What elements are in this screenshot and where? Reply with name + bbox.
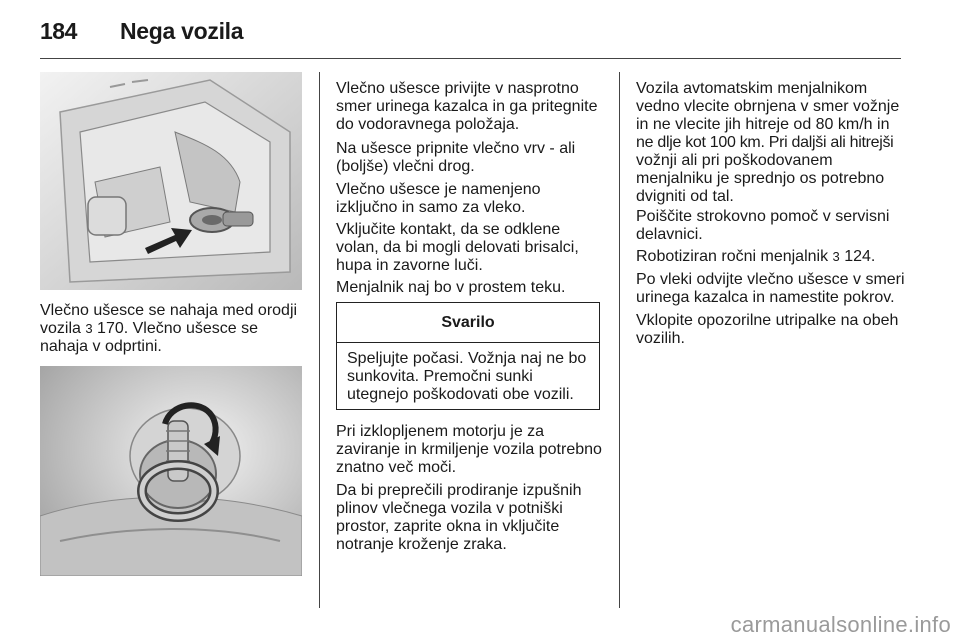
col3-paragraph-1 bbox=[636, 80, 906, 206]
text-line: Na ušesce pripnite vlečno vrv - ali bbox=[336, 140, 576, 157]
text-line: plinov vlečnega vozila v potniški bbox=[336, 500, 563, 517]
text-line: volan, da bi mogli delovati brisalci, bbox=[336, 239, 579, 256]
page-reference-arrow-icon: 3 bbox=[832, 249, 840, 264]
text-line: do vodoravnega položaja. bbox=[336, 116, 520, 133]
text-line: in ne vlecite jih hitreje od 80 km/h in bbox=[636, 116, 890, 133]
col3-paragraph-5 bbox=[636, 312, 906, 348]
page-reference-arrow-icon: 3 bbox=[85, 321, 93, 336]
col2-paragraph-5 bbox=[336, 279, 606, 297]
header-rule bbox=[40, 58, 901, 59]
text-line: Po vleki odvijte vlečno ušesce v smeri bbox=[636, 271, 905, 288]
caption-tow-eye-location bbox=[40, 302, 310, 356]
text-line: Vlečno ušesce je namenjeno bbox=[336, 181, 541, 198]
col2-paragraph-6 bbox=[336, 423, 606, 477]
text-line: sunkovita. Premočni sunki bbox=[347, 368, 533, 385]
text-line: znatno več moči. bbox=[336, 459, 457, 476]
column-divider-1 bbox=[319, 72, 320, 608]
text-line: hupa in zavorne luči. bbox=[336, 257, 483, 274]
col2-paragraph-1 bbox=[336, 80, 606, 134]
col2-paragraph-4 bbox=[336, 221, 606, 275]
text-line: dvigniti od tal. bbox=[636, 188, 734, 205]
text-line: vozilih. bbox=[636, 330, 685, 347]
col2-paragraph-3 bbox=[336, 181, 606, 217]
col3-paragraph-2 bbox=[636, 208, 906, 244]
text-line: delavnici. bbox=[636, 226, 703, 243]
text-line-end: 124. bbox=[839, 248, 876, 265]
text-line-start: Robotiziran ročni menjalnik bbox=[636, 248, 833, 265]
text-line: Da bi preprečili prodiranje izpušnih bbox=[336, 482, 582, 499]
text-line: (boljše) vlečni drog. bbox=[336, 158, 475, 175]
caption-line-3: nahaja v odprtini. bbox=[40, 338, 162, 355]
col3-paragraph-4 bbox=[636, 271, 906, 307]
page-number: 184 bbox=[40, 18, 77, 44]
text-line: prostor, zaprite okna in vključite bbox=[336, 518, 560, 535]
text-line: smer urinega kazalca in ga pritegnite bbox=[336, 98, 598, 115]
warning-box bbox=[336, 302, 600, 410]
text-line: zaviranje in krmiljenje vozila potrebno bbox=[336, 441, 602, 458]
col2-paragraph-2 bbox=[336, 140, 606, 176]
caption-line-1: Vlečno ušesce se nahaja med orodji bbox=[40, 302, 298, 319]
text-line: ne dlje kot 100 km. Pri daljši ali hitrejši bbox=[636, 134, 894, 151]
caption-line-2-start: vozila bbox=[40, 320, 86, 337]
warning-title: Svarilo bbox=[337, 303, 599, 343]
text-line: Vozila avtomatskim menjalnikom bbox=[636, 80, 868, 97]
text-line: Poiščite strokovno pomoč v servisni bbox=[636, 208, 890, 225]
text-line: Speljujte počasi. Vožnja naj ne bo bbox=[347, 350, 587, 367]
text-line: menjalniku je sprednjo os potrebno bbox=[636, 170, 885, 187]
column-divider-2 bbox=[619, 72, 620, 608]
col2-paragraph-7 bbox=[336, 482, 606, 554]
text-line: urinega kazalca in namestite pokrov. bbox=[636, 289, 895, 306]
col3-paragraph-3 bbox=[636, 248, 906, 266]
text-line: izključno in samo za vleko. bbox=[336, 199, 526, 216]
text-line: vožnji ali pri poškodovanem bbox=[636, 152, 833, 169]
figure-tool-compartment bbox=[40, 72, 302, 290]
caption-line-2-end: 170. Vlečno ušesce se bbox=[92, 320, 259, 337]
text-line: Pri izklopljenem motorju je za bbox=[336, 423, 545, 440]
text-line: utegnejo poškodovati obe vozili. bbox=[347, 386, 574, 403]
text-line: Vlečno ušesce privijte v nasprotno bbox=[336, 80, 579, 97]
text-line: Vklopite opozorilne utripalke na obeh bbox=[636, 312, 899, 329]
text-line: notranje kroženje zraka. bbox=[336, 536, 507, 553]
warning-text bbox=[347, 350, 597, 404]
section-title: Nega vozila bbox=[120, 18, 244, 44]
text-line: Menjalnik naj bo v prostem teku. bbox=[336, 279, 566, 296]
tool-compartment-illustration bbox=[40, 72, 302, 290]
text-line: Vključite kontakt, da se odklene bbox=[336, 221, 561, 238]
text-line: vedno vlecite obrnjena v smer vožnje bbox=[636, 98, 900, 115]
figure-tow-eye-installation bbox=[40, 366, 302, 576]
tow-eye-illustration bbox=[40, 366, 302, 576]
watermark: carmanualsonline.info bbox=[730, 612, 951, 637]
